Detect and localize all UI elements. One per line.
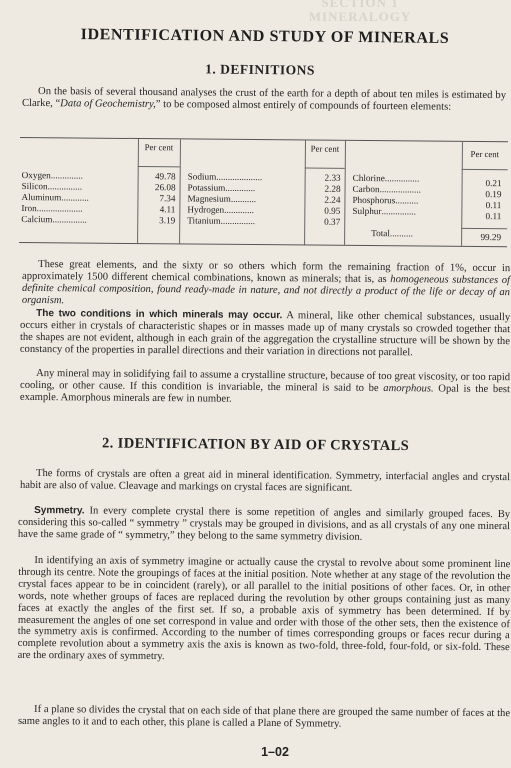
total-value: 99.29 bbox=[480, 232, 502, 243]
table-row: Sulphur............... bbox=[352, 205, 416, 217]
total-row: Total.......... bbox=[371, 228, 413, 239]
table-values-2: 2.33 2.28 2.24 0.95 0.37 bbox=[324, 172, 341, 227]
table-row: Aluminum............ bbox=[21, 192, 89, 203]
table-row: Calcium............... bbox=[21, 214, 87, 225]
table-row: Phosphorus.......... bbox=[352, 194, 419, 206]
section-2-heading: 2. IDENTIFICATION BY AID OF CRYSTALS bbox=[101, 435, 410, 455]
paragraph-symmetry: Symmetry. In every complete crystal there is some repetition of angles and similarly grouped faces. By considering this so-called “ symmetry ” crystals may be grouped in divisions, and as all crystals of any one mineral have the same grade of “ symmetry,” they belong to the same symmetry division. bbox=[17, 504, 511, 543]
table-values-1: 49.78 26.08 7.34 4.11 3.19 bbox=[154, 171, 176, 226]
paragraph-crystal-forms: The forms of crystals are often a great aid in mineral identification. Symmetry, interfacial angles and crystal habit are also of value. Cleavage and markings on crystal faces are significant. bbox=[19, 468, 511, 494]
page-title: IDENTIFICATION AND STUDY OF MINERALS bbox=[80, 26, 450, 47]
paragraph-amorphous: Any mineral may in solidifying fail to assume a crystalline structure, because of too great viscosity, or too rapid cooling, or other cause. If this condition is invariable, the mineral is said to be amorphous. Opal is the best example. Amorphous minerals are few in number. bbox=[19, 368, 511, 405]
section-1-heading: 1. DEFINITIONS bbox=[205, 61, 315, 78]
table-header-3: Per cent bbox=[470, 148, 500, 160]
table-group-2 bbox=[187, 171, 262, 227]
table-row: Potassium............. bbox=[187, 182, 256, 194]
total-label: Total bbox=[371, 228, 390, 239]
table-row: Chlorine............... bbox=[352, 172, 420, 184]
table-row: Hydrogen............. bbox=[187, 204, 255, 216]
table-values-3: 0.21 0.19 0.11 0.11 bbox=[485, 178, 502, 222]
element-table bbox=[19, 137, 508, 247]
intro-text-b: ” to be composed almost entirely of compounds of fourteen elements: bbox=[155, 98, 452, 113]
paragraph-two-conditions: The two conditions in which minerals may occur. A mineral, like other chemical substances, usually occurs either in crystals of characteristic shapes or in masses made up of many crystals so crowded together that the shapes are not evident, although in each grain of the aggregation the crystalline structure will be shown by the constancy of the properties in parallel directions and their variation in directions not parallel. bbox=[19, 308, 511, 359]
bleed-through-header bbox=[260, 0, 460, 24]
table-row: Iron.................... bbox=[21, 203, 83, 214]
table-row: Sodium.................... bbox=[187, 171, 263, 183]
table-header-2: Per cent bbox=[310, 143, 340, 154]
intro-citation: Data of Geochemistry, bbox=[60, 98, 156, 110]
table-row: Magnesium........... bbox=[187, 193, 257, 205]
ghost-line-1: SECTION 1 bbox=[321, 0, 399, 10]
paragraph-axis: In identifying an axis of symmetry imagine or actually cause the crystal to revolve about some prominent line through its centre. Note the groupings of faces at the initial position. Note whether at any stage of the revolution the crystal faces appear to be in coincident (rarely), or all parallel to the initial positions of other faces. Or, in other words, note whether groups of faces are replaced during the revolution by other groups containing just as many faces at exactly the angles of the first set. If so, a probable axis of symmetry has been determined. If by measurement the angles of one set correspond in value and order with those of the other sets, then the existence of the symmetry axis is confirmed. According to the number of times corresponding groups or faces recur during a complete revolution about a symmetry axis the axis is known as two-fold, three-fold, four-fold, or six-fold. These are the ordinary axes of symmetry. bbox=[17, 554, 511, 663]
table-row: Carbon.................. bbox=[352, 183, 421, 195]
paragraph-plane: If a plane so divides the crystal that on each side of that plane there are grouped the same number of faces at the same angles to it and to each other, this plane is called a Plane of Symmetry. bbox=[17, 703, 511, 730]
ghost-line-2: MINERALOGY bbox=[308, 9, 412, 24]
paragraph-elements: These great elements, and the sixty or so others which form the remaining fraction of 1%, occur in approximately 1500 different chemical combinations, known as minerals; that is, as homogeneous substances of definite chemical composition, found ready-made in nature, and not directly a product of the life or decay of an organism. bbox=[21, 259, 511, 306]
table-row: Silicon............... bbox=[21, 181, 83, 192]
table-row: Titanium............... bbox=[187, 215, 256, 227]
subheading-symmetry: Symmetry. bbox=[34, 504, 85, 517]
mineral-definition: homogeneous substances of definite chemical composition, found ready-made in nature, and not directly a product of the life or decay of an organism. bbox=[21, 273, 511, 306]
table-group-1 bbox=[21, 170, 89, 226]
table-group-3 bbox=[352, 173, 421, 218]
intro-text-a: On the basis of several thousand analyses the crust of the earth for a depth of about ten miles is estimated by Clarke, “ bbox=[21, 86, 507, 110]
intro-paragraph bbox=[22, 86, 506, 114]
subheading-two-conditions: The two conditions in which minerals may occur. bbox=[36, 308, 283, 322]
table-header-1: Per cent bbox=[144, 142, 174, 153]
table-row: Oxygen.............. bbox=[21, 170, 83, 181]
page-number: 1–02 bbox=[261, 745, 289, 759]
